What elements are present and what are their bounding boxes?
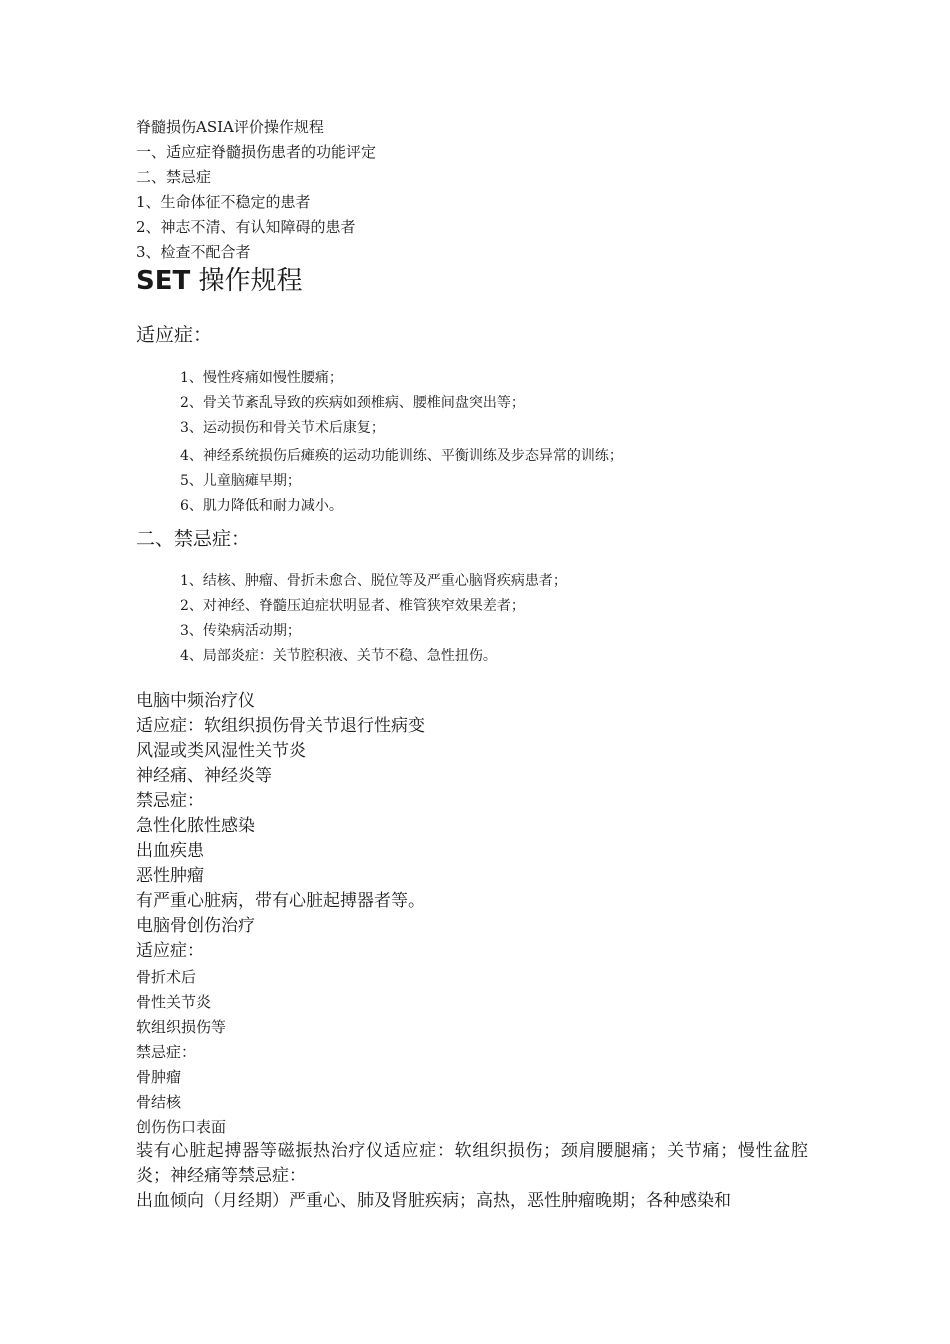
set-indications-heading: 适应症： [136, 324, 213, 346]
set-indication-2: 2、骨关节紊乱导致的疾病如颈椎病、腰椎间盘突出等； [180, 395, 525, 411]
midfreq-line-6: 急性化脓性感染 [136, 816, 255, 836]
midfreq-line-4: 神经痛、神经炎等 [136, 766, 272, 786]
asia-line-4: 2、神志不清、有认知障碍的患者 [136, 218, 356, 236]
set-contra-2: 2、对神经、脊髓压迫症状明显者、椎管狭窄效果差者； [180, 598, 525, 614]
set-indication-4: 4、神经系统损伤后瘫痪的运动功能训练、平衡训练及步态异常的训练； [180, 448, 623, 464]
set-indication-5: 5、儿童脑瘫早期； [180, 473, 301, 489]
bone-line-2: 骨性关节炎 [136, 993, 212, 1011]
midfreq-line-11: 适应症： [136, 941, 204, 961]
midfreq-line-10: 电脑骨创伤治疗 [136, 916, 255, 936]
set-title [136, 268, 303, 294]
magnetic-paragraph-1: 装有心脏起搏器等磁振热治疗仪适应症：软组织损伤；颈肩腰腿痛；关节痛；慢性盆腔炎；神经痛等禁忌症： [136, 1141, 808, 1186]
asia-line-1: 一、适应症脊髓损伤患者的功能评定 [136, 143, 377, 161]
midfreq-line-1: 电脑中频治疗仪 [136, 691, 255, 711]
bone-line-4: 禁忌症： [136, 1043, 197, 1061]
asia-line-2: 二、禁忌症 [136, 168, 212, 186]
bone-line-3: 软组织损伤等 [136, 1018, 227, 1036]
midfreq-line-9: 有严重心脏病，带有心脏起搏器者等。 [136, 891, 425, 911]
magnetic-paragraph-2: 出血倾向（月经期）严重心、肺及肾脏疾病；高热，恶性肿瘤晚期；各种感染和 [136, 1191, 731, 1211]
bone-line-1: 骨折术后 [136, 968, 197, 986]
midfreq-line-5: 禁忌症： [136, 791, 204, 811]
midfreq-line-8: 恶性肿瘤 [136, 866, 204, 886]
set-indication-3: 3、运动损伤和骨关节术后康复； [180, 420, 385, 436]
midfreq-line-2: 适应症：软组织损伤骨关节退行性病变 [136, 716, 425, 736]
set-indication-6: 6、肌力降低和耐力减小。 [180, 498, 343, 514]
set-title-bold: SET [136, 266, 191, 296]
bone-line-5: 骨肿瘤 [136, 1068, 182, 1086]
set-contra-1: 1、结核、肿瘤、骨折未愈合、脱位等及严重心脑肾疾病患者； [180, 573, 567, 589]
set-contra-heading: 二、禁忌症： [136, 528, 251, 550]
asia-line-3: 1、生命体征不稳定的患者 [136, 193, 311, 211]
set-contra-3: 3、传染病活动期； [180, 623, 301, 639]
set-indication-1: 1、慢性疼痛如慢性腰痛； [180, 370, 343, 386]
set-title-rest: 操作规程 [190, 266, 303, 296]
bone-line-6: 骨结核 [136, 1093, 182, 1111]
bone-line-7: 创伤伤口表面 [136, 1118, 227, 1136]
set-contra-4: 4、局部炎症：关节腔积液、关节不稳、急性扭伤。 [180, 648, 497, 664]
asia-title: 脊髓损伤ASIA评价操作规程 [136, 118, 324, 136]
asia-line-5: 3、检查不配合者 [136, 243, 251, 261]
midfreq-line-3: 风湿或类风湿性关节炎 [136, 741, 306, 761]
midfreq-line-7: 出血疾患 [136, 841, 204, 861]
